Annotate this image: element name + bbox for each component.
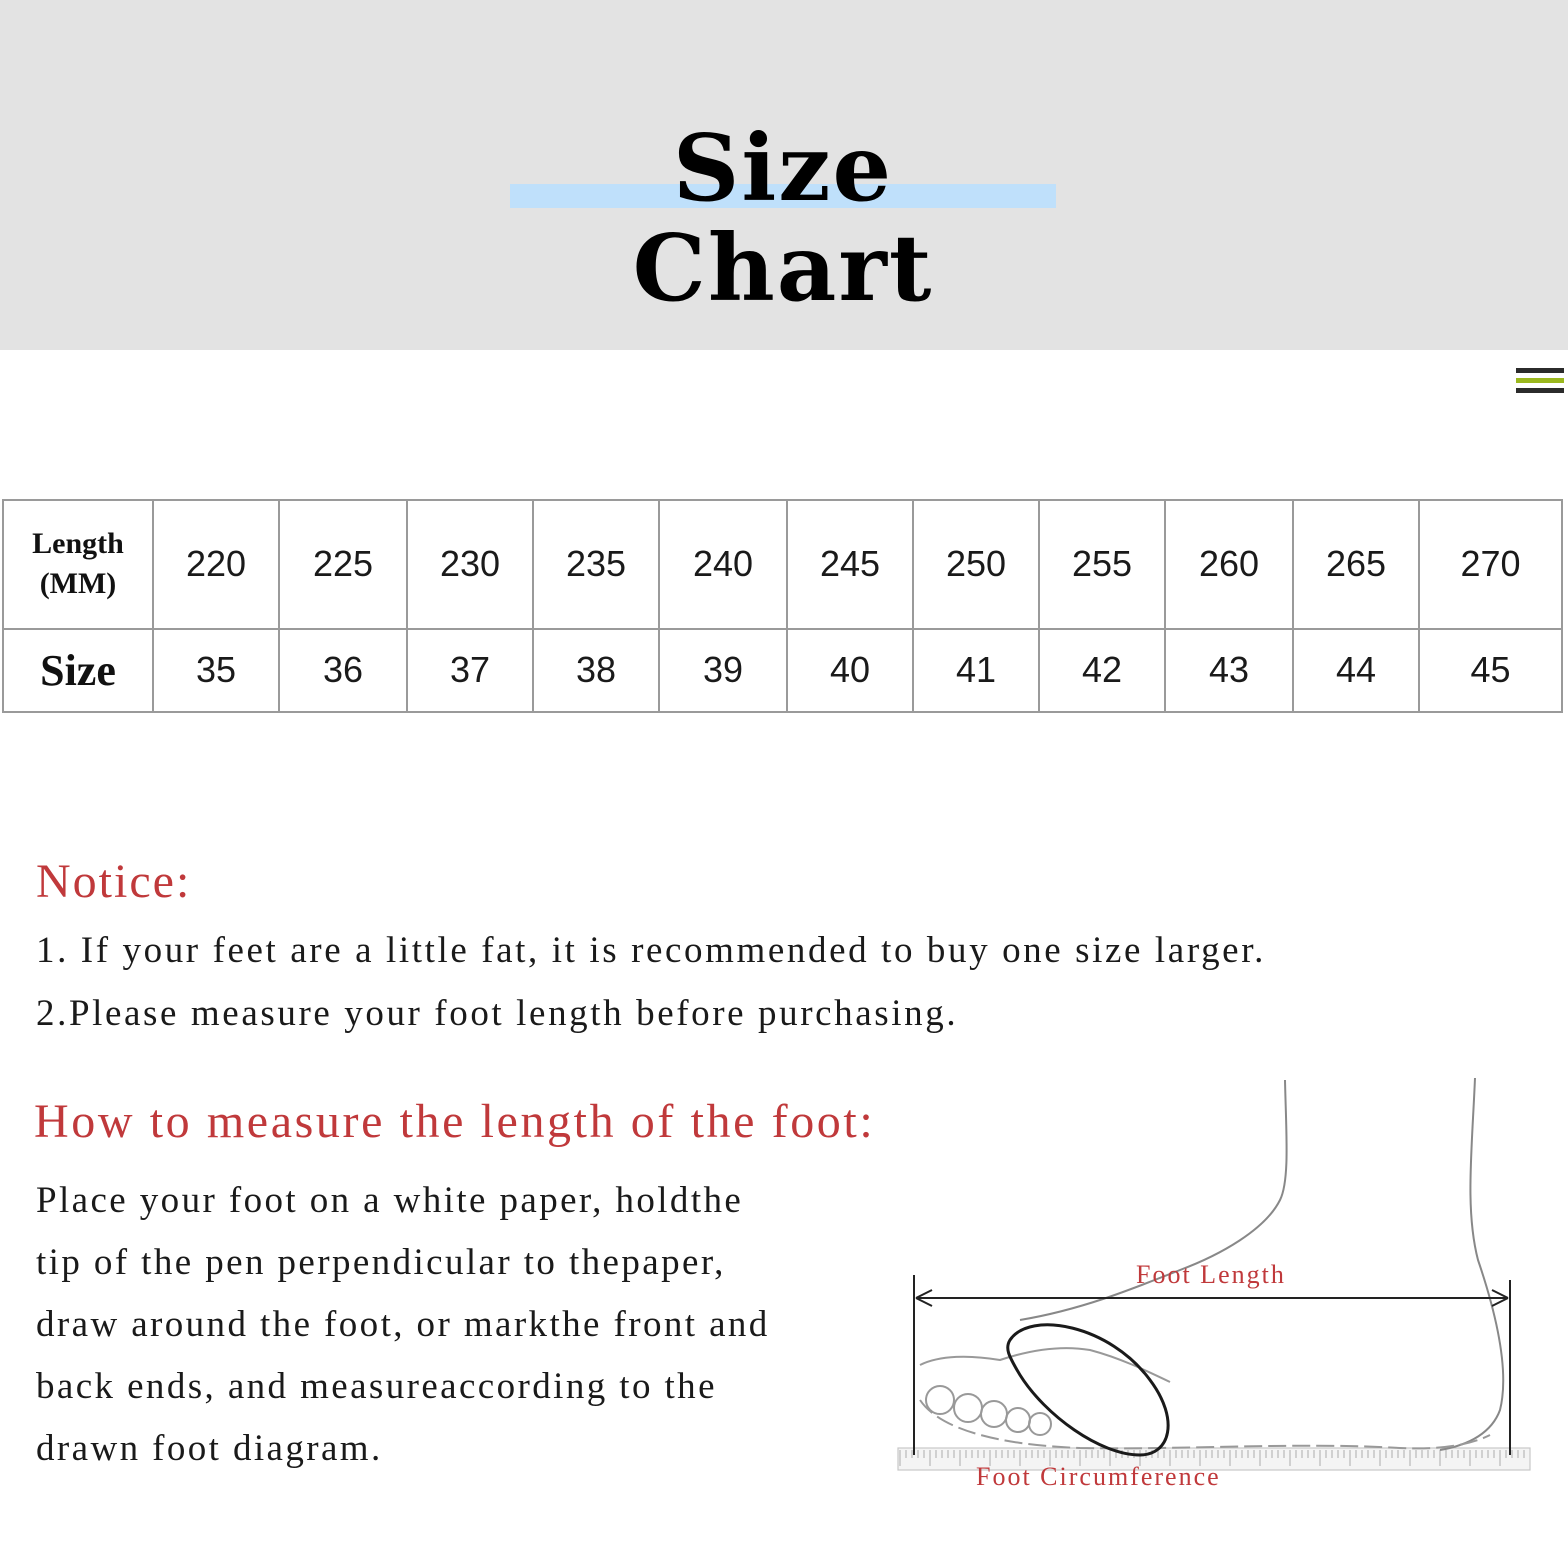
hamburger-menu-icon[interactable] (1516, 368, 1564, 396)
instruction-line: Place your foot on a white paper, holdthe (36, 1180, 744, 1221)
length-cell: 225 (279, 500, 407, 629)
notice-title: Notice: (36, 855, 192, 908)
how-to-measure-title: How to measure the length of the foot: (34, 1095, 876, 1148)
instruction-line: draw around the foot, or markthe front and (36, 1304, 770, 1345)
length-label: Length (32, 527, 124, 561)
length-cell: 245 (787, 500, 913, 629)
length-cell: 240 (659, 500, 787, 629)
notice-line-1: 1. If your feet are a little fat, it is recommended to buy one size larger. (36, 930, 1266, 971)
page-title: Size Chart (632, 114, 934, 322)
length-cell: 220 (153, 500, 279, 629)
length-cell: 270 (1419, 500, 1562, 629)
header-banner (0, 0, 1568, 350)
size-cell: 45 (1419, 629, 1562, 712)
menu-bar (1516, 388, 1564, 393)
length-cell: 265 (1293, 500, 1419, 629)
length-cell: 250 (913, 500, 1039, 629)
notice-line-2: 2.Please measure your foot length before purchasing. (36, 993, 959, 1034)
title-block (510, 114, 1056, 322)
size-header: Size (3, 629, 153, 712)
instruction-line: tip of the pen perpendicular to thepaper, (36, 1242, 726, 1283)
foot-circumference-label: Foot Circumference (976, 1462, 1221, 1491)
menu-bar (1516, 368, 1564, 373)
length-header (3, 500, 153, 629)
length-cell: 260 (1165, 500, 1293, 629)
toe-outline (920, 1348, 1170, 1382)
size-cell: 42 (1039, 629, 1165, 712)
size-cell: 44 (1293, 629, 1419, 712)
size-cell: 41 (913, 629, 1039, 712)
size-cell: 35 (153, 629, 279, 712)
size-cell: 39 (659, 629, 787, 712)
length-cell: 255 (1039, 500, 1165, 629)
length-row (3, 500, 1562, 629)
size-table (2, 499, 1563, 713)
circumference-loop (1008, 1325, 1168, 1455)
size-cell: 40 (787, 629, 913, 712)
length-unit-label: (MM) (39, 567, 117, 601)
size-row (3, 629, 1562, 712)
size-cell: 37 (407, 629, 533, 712)
size-cell: 36 (279, 629, 407, 712)
menu-bar-accent (1516, 378, 1564, 383)
leg-outline-back (1440, 1078, 1503, 1450)
length-cell: 230 (407, 500, 533, 629)
size-cell: 38 (533, 629, 659, 712)
instruction-line: back ends, and measureaccording to the (36, 1366, 717, 1407)
instruction-line: drawn foot diagram. (36, 1428, 383, 1469)
size-cell: 43 (1165, 629, 1293, 712)
foot-measure-diagram (880, 1070, 1560, 1510)
foot-length-label: Foot Length (1136, 1260, 1286, 1289)
length-cell: 235 (533, 500, 659, 629)
foot-illustration (880, 1070, 1560, 1510)
measure-instructions (36, 1170, 916, 1480)
